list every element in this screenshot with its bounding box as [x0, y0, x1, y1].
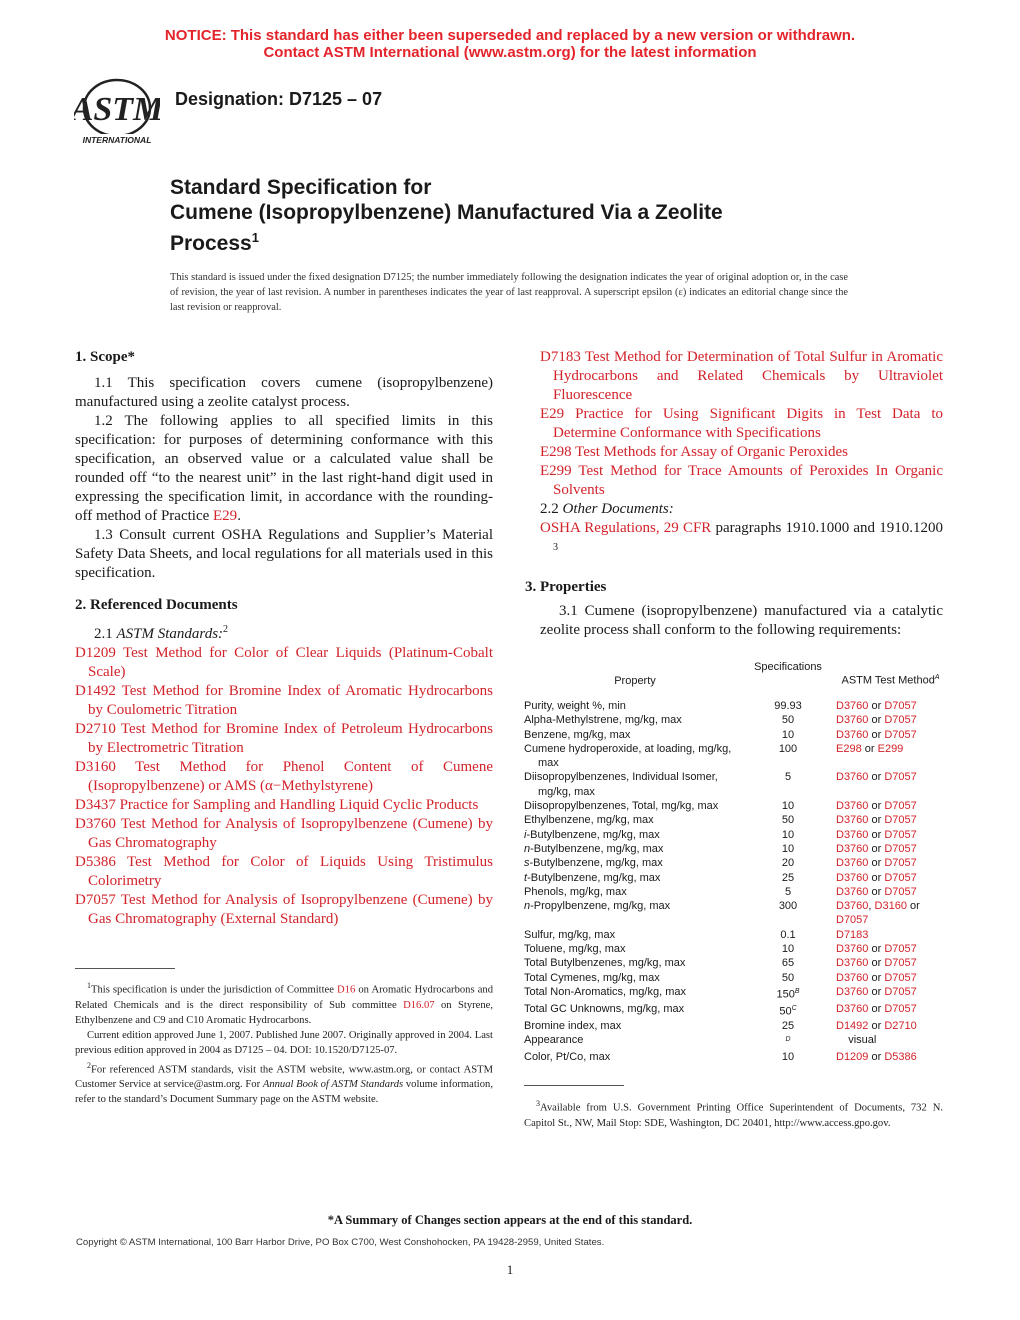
method-cell: [830, 871, 944, 885]
title-line-2: Cumene (Isopropylbenzene) Manufactured Via a Zeolite: [170, 201, 723, 224]
d16-07-link[interactable]: D16.07: [403, 999, 435, 1011]
method-cell: [830, 713, 944, 727]
method-cell: [830, 742, 944, 771]
specification-cell: [746, 856, 830, 870]
property-cell: [524, 713, 746, 727]
method-link[interactable]: E298: [836, 742, 862, 755]
method-link[interactable]: D1209: [836, 1051, 869, 1064]
reference-item: [540, 443, 943, 462]
method-text: or: [906, 900, 920, 913]
reference-title-link[interactable]: Test Method for Bromine Index of Petroleum Hydrocarbons by Electrometric Titration: [88, 721, 494, 756]
method-cell: [830, 928, 944, 942]
title-footnote-ref: 1: [251, 230, 259, 245]
specification-value: 10: [781, 728, 795, 741]
refdocs-2-1: 2.1 ASTM Standards:$^2$: [94, 624, 229, 642]
reference-item: [75, 682, 493, 720]
specification-value: 25: [781, 1019, 795, 1032]
method-cell: [830, 728, 944, 742]
specification-cell: [746, 871, 830, 885]
referenced-list-left: [75, 644, 493, 929]
property-cell: [524, 871, 746, 885]
property-cell: [524, 728, 746, 742]
property-name: -Butylbenzene, mg/kg, max: [526, 828, 660, 841]
specification-cell: [746, 728, 830, 742]
specification-value: 5: [784, 771, 792, 784]
method-link[interactable]: D3760: [836, 871, 869, 884]
method-text: or: [868, 771, 885, 784]
scope-1-3: 1.3 Consult current OSHA Regulations and Supplier’s Material Safety Data Sheets, and local regulations for all materials used in this specification.: [75, 527, 493, 581]
method-link[interactable]: D7057: [884, 885, 917, 898]
specification-value: 99.93: [774, 700, 802, 712]
method-link[interactable]: D3760: [836, 728, 869, 741]
property-name: -Butylbenzene, mg/kg, max: [529, 857, 663, 870]
specification-cell: [746, 1033, 830, 1050]
specification-value: 10: [781, 943, 795, 956]
property-prefix: s: [524, 857, 530, 870]
method-link[interactable]: D7057: [884, 971, 917, 984]
right-column: [525, 348, 944, 640]
footnotes-left: [75, 978, 493, 1107]
method-link[interactable]: D2710: [884, 1019, 917, 1032]
footnote-1: $^1$This specification is under the jurisdiction of Committee D16 on Aromatic Hydrocarbons and Related Chemicals and is the direct responsibility of Sub committee D16.07 on Styrene, Ethylbenzene and C9 and C10 Aromatic Hydrocarbons.: [75, 981, 493, 1026]
specification-cell: [746, 713, 830, 727]
footnote-rule-right: [524, 1085, 624, 1086]
method-text: or: [868, 842, 885, 855]
logo-letters: ASTM: [74, 91, 160, 128]
method-link[interactable]: D7057: [884, 728, 917, 741]
method-cell: [830, 1033, 944, 1050]
specification-value: 50: [781, 971, 795, 984]
property-cell: [524, 899, 746, 928]
scope-1-2: 1.2 The following applies to all specified limits in this specification: for purposes of determining conformance with this specification, an observed value or a calculated value shall be rounded off “to the nearest unit” in the last right-hand digit used in expressing the specification limit, in accordance with the rounding-off method of Practice E29.: [75, 413, 493, 524]
property-prefix: n: [524, 842, 531, 855]
table-row: [524, 813, 944, 827]
reference-item: [540, 462, 943, 500]
table-row: [524, 770, 944, 799]
method-text: or: [868, 885, 885, 898]
osha-link[interactable]: OSHA Regulations, 29 CFR: [540, 520, 712, 536]
method-cell: [830, 828, 944, 842]
method-link[interactable]: D7057: [884, 1002, 917, 1015]
e29-link[interactable]: E29: [213, 508, 238, 524]
property-name: Color, Pt/Co, max: [524, 1051, 611, 1064]
method-text: or: [868, 871, 885, 884]
reference-code-link[interactable]: D3160: [75, 759, 116, 775]
specification-value: 25: [781, 871, 795, 884]
reference-item: [540, 348, 943, 405]
method-link[interactable]: E299: [877, 742, 904, 755]
specification-value: 0.1: [780, 928, 796, 941]
specification-value: 150: [776, 988, 795, 1001]
method-text: or: [868, 985, 885, 998]
reference-title-link[interactable]: Test Method for Color of Liquids Using Tristimulus Colorimetry: [88, 854, 493, 889]
left-column: [75, 348, 493, 929]
footnote-3: $^3$Available from U.S. Government Printing Office Superintendent of Documents, 732 N. Capitol St., NW, Mail Stop: SDE, Washington, DC 20401, http://www.access.gpo.gov.: [524, 1099, 943, 1129]
specification-cell: [746, 813, 830, 827]
property-name: -Butylbenzene, mg/kg, max: [527, 871, 661, 884]
table-row: [524, 1050, 944, 1064]
col-method: ASTM Test Method$^A$: [841, 674, 940, 687]
method-cell: [830, 856, 944, 870]
method-link[interactable]: D7057: [884, 985, 917, 998]
table-row: [524, 885, 944, 899]
specification-value: 10: [781, 828, 795, 841]
method-link[interactable]: D3760: [836, 971, 869, 984]
property-prefix: t: [524, 871, 528, 884]
reference-title-link[interactable]: Test Method for Analysis of Isopropylbenzene (Cumene) by Gas Chromatography: [88, 816, 494, 851]
property-name: Phenols, mg/kg, max: [524, 885, 627, 898]
summary-note: *A Summary of Changes section appears at the end of this standard.: [327, 1213, 693, 1227]
method-text: visual: [836, 1034, 877, 1047]
issue-note: This standard is issued under the fixed designation D7125; the number immediately following the designation indicates the year of original adoption or, in the case of revision, the year of last revision. A number in parentheses indicates the year of last reapproval. A superscript epsilon (ε) indicates an editorial change since the last revision or reapproval.: [170, 272, 848, 313]
method-cell: [830, 1002, 944, 1019]
property-cell: [524, 985, 746, 1002]
reference-code-link[interactable]: E29: [540, 406, 565, 422]
reference-code-link[interactable]: D3760: [75, 816, 116, 832]
specification-cell: [746, 1002, 830, 1019]
property-name: Alpha-Methylstrene, mg/kg, max: [524, 714, 682, 727]
specification-value: 50: [779, 1005, 792, 1018]
reference-item: [75, 891, 493, 929]
specification-value: 65: [781, 957, 795, 970]
specification-footnote: B: [794, 987, 800, 995]
method-link[interactable]: D3760: [836, 943, 869, 956]
specification-value: 50: [781, 814, 795, 827]
method-cell: [830, 956, 944, 970]
reference-title-link[interactable]: Test Method for Phenol Content of Cumene (Isopropylbenzene) or AMS (α−Methylstyrene): [88, 759, 493, 794]
method-cell: [830, 770, 944, 799]
property-cell: [524, 942, 746, 956]
method-cell: [830, 971, 944, 985]
specification-value: 300: [778, 900, 798, 913]
property-cell: [524, 799, 746, 813]
refdocs-2-2: 2.2 Other Documents:: [540, 501, 674, 517]
method-link[interactable]: D7057: [884, 828, 917, 841]
table-row: [524, 1019, 944, 1033]
property-name: Sulfur, mg/kg, max: [524, 928, 616, 941]
reference-code-link[interactable]: E298: [540, 444, 572, 460]
specification-value: 10: [781, 800, 795, 813]
reference-item: [540, 405, 943, 443]
specification-cell: [746, 885, 830, 899]
col-specifications: Specifications: [754, 661, 822, 673]
table-row: [524, 971, 944, 985]
method-text: or: [868, 1019, 885, 1032]
method-text: or: [868, 728, 885, 741]
property-name: Purity, weight %, min: [524, 700, 626, 712]
method-text: or: [868, 800, 885, 813]
property-cell: [524, 1019, 746, 1033]
method-link[interactable]: D3760: [836, 800, 869, 813]
table-row: [524, 871, 944, 885]
property-cell: [524, 1033, 746, 1050]
specification-cell: [746, 770, 830, 799]
method-link[interactable]: D3760: [836, 714, 869, 727]
specification-value: 10: [781, 1051, 795, 1064]
table-row: [524, 828, 944, 842]
specification-footnote: D: [785, 1036, 791, 1044]
reference-code-link[interactable]: D3437: [75, 797, 116, 813]
reference-title-link[interactable]: Test Method for Trace Amounts of Peroxides In Organic Solvents: [553, 463, 943, 498]
property-name: Total Non-Aromatics, mg/kg, max: [524, 985, 686, 998]
property-name: -Butylbenzene, mg/kg, max: [530, 842, 664, 855]
title-line-3: Process$^1$: [170, 230, 259, 255]
footnote-1-edition: Current edition approved June 1, 2007. Published June 2007. Originally approved in 2004. Last previous edition approved in 2004 as D7125 – 04. DOI: 10.1520/D7125-07.: [75, 1029, 493, 1056]
specification-value: 50: [781, 714, 795, 727]
reference-code-link[interactable]: D2710: [75, 721, 116, 737]
method-text: or: [868, 1051, 885, 1064]
method-link[interactable]: D3760: [836, 700, 869, 712]
method-link[interactable]: D3160: [874, 900, 907, 913]
table-row: [524, 1033, 944, 1050]
method-cell: [830, 1019, 944, 1033]
method-text: or: [868, 828, 885, 841]
property-cell: [524, 813, 746, 827]
method-text: or: [868, 957, 885, 970]
page-title: [170, 175, 890, 256]
method-link[interactable]: D7057: [884, 771, 917, 784]
reference-item: [75, 815, 493, 853]
referenced-list-right: [540, 348, 943, 500]
property-cell: [524, 742, 746, 771]
notice-banner: [0, 27, 1020, 61]
property-name: Diisopropylbenzenes, Total, mg/kg, max: [524, 800, 719, 813]
property-name: Benzene, mg/kg, max: [524, 728, 631, 741]
table-row: [524, 942, 944, 956]
property-cell: [524, 770, 746, 799]
method-link[interactable]: D7057: [884, 943, 917, 956]
properties-table: [524, 657, 944, 1064]
method-link[interactable]: D7057: [884, 842, 917, 855]
properties-table-wrap: [524, 657, 944, 1064]
reference-item: [75, 853, 493, 891]
specification-cell: [746, 956, 830, 970]
reference-title-link[interactable]: Test Method for Determination of Total Sulfur in Aromatic Hydrocarbons and Related Chemicals by Ultraviolet Fluorescence: [553, 349, 944, 403]
scope-heading: 1. Scope*: [75, 349, 135, 365]
specification-cell: [746, 942, 830, 956]
table-row: [524, 799, 944, 813]
method-link[interactable]: D7057: [884, 714, 917, 727]
property-cell: [524, 928, 746, 942]
specification-value: 20: [781, 857, 795, 870]
property-cell: [524, 842, 746, 856]
property-name: Toluene, mg/kg, max: [524, 943, 626, 956]
specification-cell: [746, 842, 830, 856]
method-text: or: [868, 971, 885, 984]
method-cell: [830, 842, 944, 856]
reference-code-link[interactable]: D5386: [75, 854, 116, 870]
property-cell: [524, 1050, 746, 1064]
table-row: [524, 1002, 944, 1019]
method-link[interactable]: D3760: [836, 828, 869, 841]
method-cell: [830, 699, 944, 713]
reference-item: [75, 720, 493, 758]
method-link[interactable]: D7057: [884, 957, 917, 970]
method-text: or: [868, 943, 885, 956]
table-row: [524, 742, 944, 771]
method-link[interactable]: D3760: [836, 957, 869, 970]
property-name-cont: max: [538, 757, 559, 770]
reference-code-link[interactable]: E299: [540, 463, 572, 479]
method-link[interactable]: D1492: [836, 1019, 869, 1032]
properties-3-1: 3.1 Cumene (isopropylbenzene) manufactured via a catalytic zeolite process shall conform to the following requirements:: [540, 603, 943, 638]
method-cell: [830, 885, 944, 899]
method-link[interactable]: D7057: [884, 857, 917, 870]
table-row: [524, 856, 944, 870]
method-link[interactable]: D5386: [884, 1051, 917, 1064]
method-text: ,: [868, 900, 875, 913]
property-cell: [524, 828, 746, 842]
method-cell: [830, 1050, 944, 1064]
table-row: [524, 842, 944, 856]
reference-code-link[interactable]: D7183: [540, 349, 581, 365]
copyright: Copyright © ASTM International, 100 Barr Harbor Drive, PO Box C700, West Conshohocken, PA 19428-2959, United States.: [76, 1237, 605, 1248]
reference-title-link[interactable]: Test Method for Analysis of Isopropylbenzene (Cumene) by Gas Chromatography (External Standard): [88, 892, 494, 927]
property-cell: [524, 971, 746, 985]
osha-ref: OSHA Regulations, 29 CFR paragraphs 1910.1000 and 1910.1200 $^3$: [540, 520, 943, 553]
method-link[interactable]: D7183: [836, 928, 869, 941]
property-name: Cumene hydroperoxide, at loading, mg/kg,: [524, 742, 732, 755]
property-name: Total GC Unknowns, mg/kg, max: [524, 1002, 685, 1015]
property-name: -Propylbenzene, mg/kg, max: [530, 900, 671, 913]
properties-heading: 3. Properties: [525, 579, 607, 595]
property-cell: [524, 856, 746, 870]
reference-code-link[interactable]: D7057: [75, 892, 116, 908]
reference-title-link[interactable]: Test Methods for Assay of Organic Peroxides: [575, 444, 848, 460]
specification-value: 5: [784, 885, 792, 898]
table-row: [524, 985, 944, 1002]
method-link[interactable]: D3760: [836, 857, 869, 870]
reference-item: [75, 796, 493, 815]
specification-cell: [746, 899, 830, 928]
method-cell: [830, 899, 944, 928]
footnote-2: $^2$For referenced ASTM standards, visit the ASTM website, www.astm.org, or contact ASTM Customer Service at service@astm.org. For Annual Book of ASTM Standards volume information, refer to the standard’s Document Summary page on the ASTM website.: [75, 1060, 493, 1106]
reference-code-link[interactable]: D1492: [75, 683, 116, 699]
designation: Designation: D7125 – 07: [175, 89, 383, 109]
property-prefix: i: [524, 828, 527, 841]
reference-item: [75, 758, 493, 796]
page-number: 1: [506, 1262, 514, 1277]
property-cell: [524, 1002, 746, 1019]
specification-cell: [746, 828, 830, 842]
specification-cell: [746, 985, 830, 1002]
reference-title-link[interactable]: Practice for Sampling and Handling Liquid Cyclic Products: [119, 797, 479, 813]
table-row: [524, 728, 944, 742]
method-text: or: [868, 1002, 885, 1015]
method-cell: [830, 985, 944, 1002]
table-row: [524, 899, 944, 928]
logo-sub: INTERNATIONAL: [82, 135, 152, 145]
col-property: Property: [614, 675, 656, 687]
method-text: or: [868, 714, 885, 727]
method-cell: [830, 942, 944, 956]
property-cell: [524, 699, 746, 713]
reference-title-link[interactable]: Practice for Using Significant Digits in Test Data to Determine Conformance with Specifications: [553, 406, 943, 441]
property-name: Appearance: [524, 1034, 584, 1047]
method-link[interactable]: D3760: [836, 814, 869, 827]
scope-1-1: 1.1 This specification covers cumene (isopropylbenzene) manufactured using a zeolite catalyst process.: [75, 375, 493, 410]
specification-footnote: C: [791, 1004, 797, 1012]
method-link[interactable]: D7057: [884, 700, 917, 712]
property-prefix: n: [524, 900, 531, 913]
method-link[interactable]: D7057: [884, 871, 917, 884]
method-link[interactable]: D3760: [836, 885, 869, 898]
method-link[interactable]: D3760: [836, 842, 869, 855]
specification-cell: [746, 1050, 830, 1064]
method-text: or: [868, 814, 885, 827]
notice-line-1: NOTICE: This standard has either been superseded and replaced by a new version or withdrawn.: [164, 27, 856, 44]
method-link[interactable]: D3760: [836, 985, 869, 998]
table-row: [524, 956, 944, 970]
specification-value: 10: [781, 842, 795, 855]
notice-line-2: Contact ASTM International (www.astm.org) for the latest information: [263, 44, 757, 61]
method-cell: [830, 813, 944, 827]
property-name-cont: mg/kg, max: [538, 785, 595, 798]
property-name: Total Butylbenzenes, mg/kg, max: [524, 957, 686, 970]
reference-code-link[interactable]: D1209: [75, 645, 116, 661]
title-line-1: Standard Specification for: [170, 176, 432, 199]
property-name: Total Cymenes, mg/kg, max: [524, 971, 660, 984]
method-link[interactable]: D7057: [836, 914, 869, 927]
property-name: Bromine index, max: [524, 1019, 622, 1032]
table-row: [524, 713, 944, 727]
table-row: [524, 699, 944, 713]
specification-cell: [746, 971, 830, 985]
method-link[interactable]: D7057: [884, 800, 917, 813]
method-text: or: [868, 700, 885, 712]
reference-item: [75, 644, 493, 682]
method-text: or: [868, 857, 885, 870]
refdocs-heading: 2. Referenced Documents: [75, 597, 238, 613]
specification-cell: [746, 699, 830, 713]
specification-value: 100: [778, 742, 798, 755]
property-cell: [524, 956, 746, 970]
astm-logo: [74, 76, 160, 152]
property-cell: [524, 885, 746, 899]
table-row: [524, 928, 944, 942]
d16-link[interactable]: D16: [337, 984, 356, 996]
specification-cell: [746, 1019, 830, 1033]
reference-title-link[interactable]: Test Method for Bromine Index of Aromatic Hydrocarbons by Coulometric Titration: [88, 683, 493, 718]
method-link[interactable]: D3760: [836, 1002, 869, 1015]
method-text: or: [861, 742, 878, 755]
specification-cell: [746, 742, 830, 771]
method-cell: [830, 799, 944, 813]
method-link[interactable]: D3760: [836, 771, 869, 784]
specification-cell: [746, 799, 830, 813]
reference-title-link[interactable]: Test Method for Color of Clear Liquids (Platinum-Cobalt Scale): [88, 645, 493, 680]
footnote-rule-left: [75, 968, 175, 969]
method-link[interactable]: D7057: [884, 814, 917, 827]
property-name: Ethylbenzene, mg/kg, max: [524, 814, 654, 827]
specification-cell: [746, 928, 830, 942]
method-link[interactable]: D3760: [836, 900, 869, 913]
property-name: Diisopropylbenzenes, Individual Isomer,: [524, 771, 718, 784]
